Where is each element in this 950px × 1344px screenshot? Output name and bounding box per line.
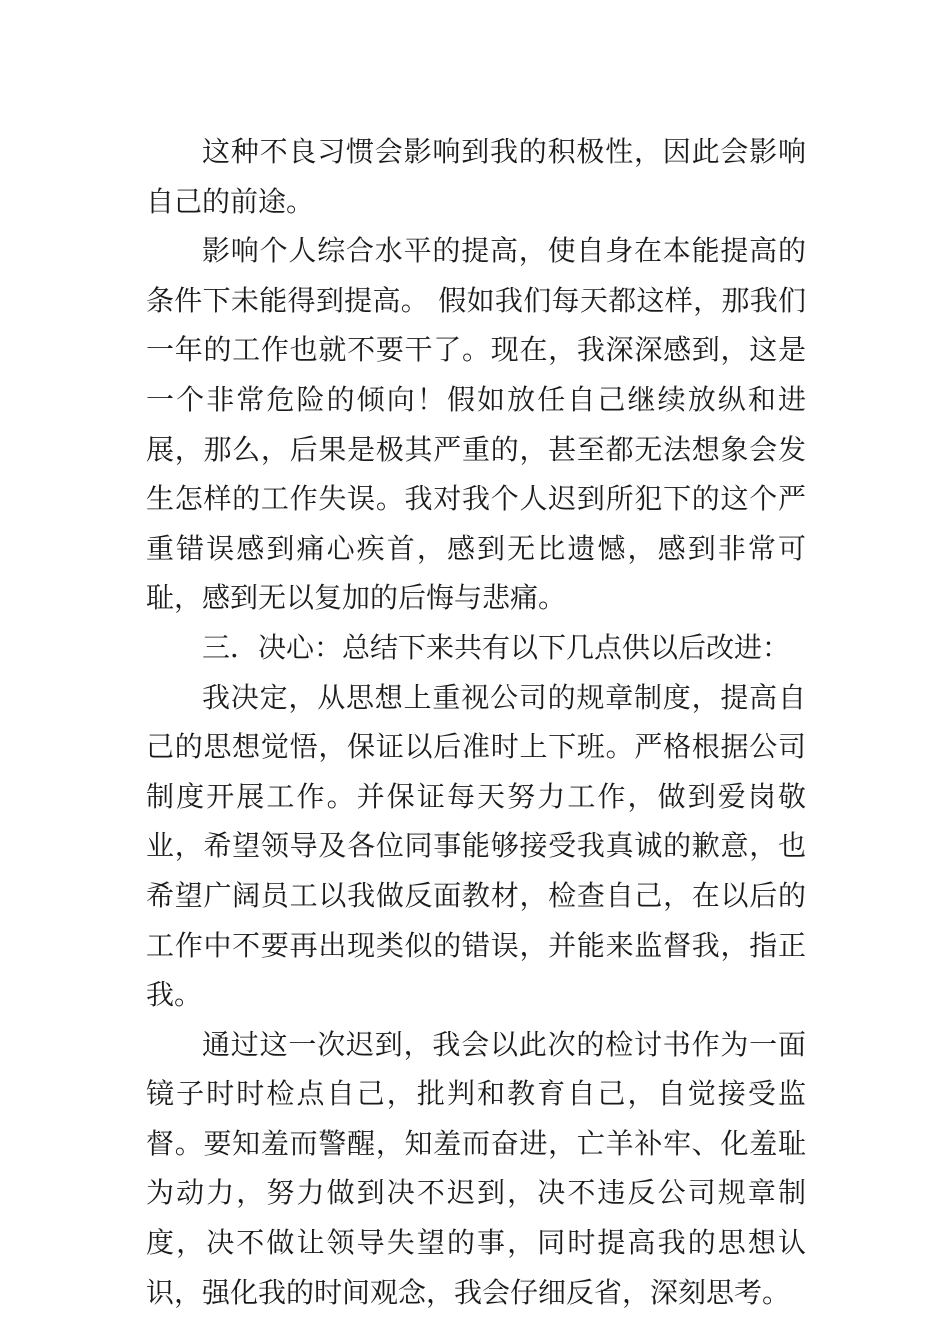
paragraph-4: 我决定，从思想上重视公司的规章制度，提高自己的思想觉悟，保证以后准时上下班。严格根据公司制度开展工作。并保证每天努力工作，做到爱岗敬业，希望领导及各位同事能够接受我真诚的歉意，也希望广阔员工以我做反面教材，检查自己，在以后的工作中不要再出现类似的错误，并能来监督我，指正我。 [146, 680, 806, 1012]
paragraph-2: 影响个人综合水平的提高，使自身在本能提高的条件下未能得到提高。 假如我们每天都这样，那我们一年的工作也就不要干了。现在，我深深感到，这是一个非常危险的倾向！假如放任自己继续放纵和进展，那么，后果是极其严重的，甚至都无法想象会发生怎样的工作失误。我对我个人迟到所犯下的这个严重错误感到痛心疾首，感到无比遗憾，感到非常可耻，感到无以复加的后悔与悲痛。 [146, 234, 806, 615]
document-body [146, 127, 806, 1317]
paragraph-5: 通过这一次迟到，我会以此次的检讨书作为一面镜子时时检点自己，批判和教育自己，自觉接受监督。要知羞而警醒，知羞而奋进，亡羊补牢、化羞耻为动力，努力做到决不迟到，决不违反公司规章制度，决不做让领导失望的事，同时提高我的思想认识，强化我的时间观念，我会仔细反省，深刻思考。 [146, 1027, 806, 1309]
paragraph-1: 这种不良习惯会影响到我的积极性，因此会影响自己的前途。 [146, 135, 806, 218]
paragraph-3-heading: 三．决心：总结下来共有以下几点供以后改进： [202, 630, 791, 664]
